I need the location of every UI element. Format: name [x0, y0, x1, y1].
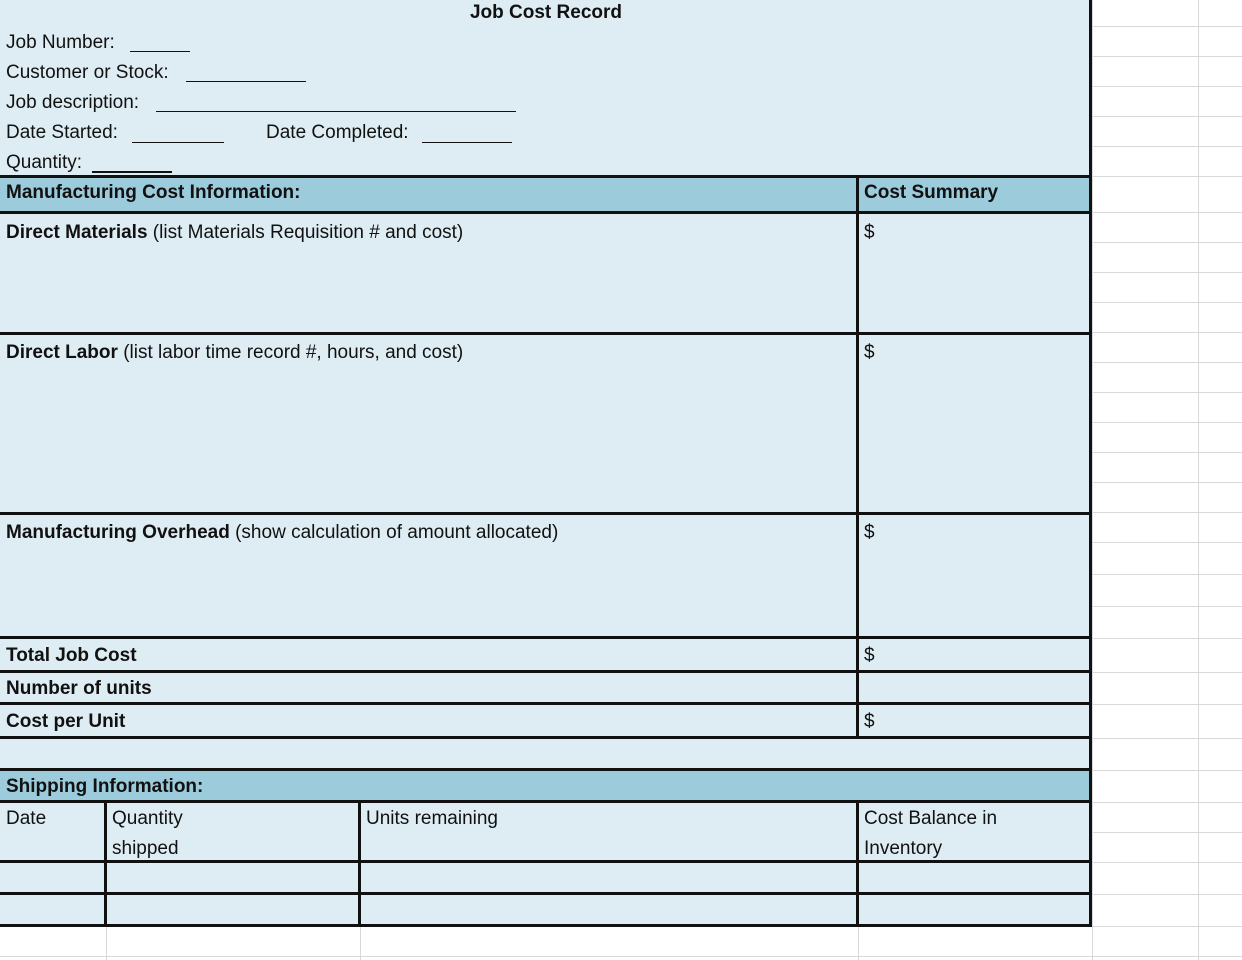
- overhead-amount-cell[interactable]: [859, 515, 1089, 636]
- job-number-blank[interactable]: [130, 51, 190, 52]
- quantity-blank[interactable]: [92, 171, 172, 173]
- direct-labor-cell[interactable]: [0, 335, 856, 512]
- shipping-col-units-remaining: Units remaining: [366, 808, 498, 829]
- cost-per-unit-dollar: $: [864, 711, 875, 732]
- direct-labor-label: Direct Labor (list labor time record #, hours, and cost): [6, 342, 464, 363]
- form-right-border: [1089, 0, 1092, 927]
- job-description-label: Job description:: [6, 92, 140, 113]
- customer-blank[interactable]: [186, 81, 306, 82]
- date-completed-blank[interactable]: [422, 142, 512, 143]
- total-job-cost-cell[interactable]: [859, 639, 1089, 670]
- total-job-cost-dollar: $: [864, 645, 875, 666]
- overhead-cell[interactable]: [0, 515, 856, 636]
- manufacturing-section-label: Manufacturing Cost Information:: [6, 182, 301, 203]
- cost-per-unit-label: Cost per Unit: [6, 711, 126, 732]
- cost-summary-label: Cost Summary: [864, 182, 999, 203]
- shipping-col-date: Date: [6, 808, 47, 829]
- job-description-blank[interactable]: [156, 111, 516, 112]
- direct-materials-amount-cell[interactable]: [859, 214, 1089, 332]
- shipping-col-cost-balance-1: Cost Balance in: [864, 808, 998, 829]
- number-of-units-label: Number of units: [6, 678, 152, 699]
- overhead-dollar: $: [864, 522, 875, 543]
- shipping-col-quantity-2: shipped: [112, 838, 179, 859]
- date-started-label: Date Started:: [6, 122, 118, 143]
- direct-materials-cell[interactable]: [0, 214, 856, 332]
- customer-label: Customer or Stock:: [6, 62, 169, 83]
- form-title: Job Cost Record: [469, 2, 623, 23]
- direct-materials-dollar: $: [864, 222, 875, 243]
- direct-materials-label: Direct Materials (list Materials Requisition # and cost): [6, 222, 464, 243]
- direct-labor-amount-cell[interactable]: [859, 335, 1089, 512]
- date-started-blank[interactable]: [132, 142, 224, 143]
- shipping-col-quantity-1: Quantity: [112, 808, 183, 829]
- quantity-label: Quantity:: [6, 152, 83, 173]
- shipping-col-cost-balance-2: Inventory: [864, 838, 943, 859]
- shipping-row-2[interactable]: [0, 895, 1089, 924]
- shipping-row-1[interactable]: [0, 863, 1089, 892]
- date-completed-label: Date Completed:: [266, 122, 409, 143]
- number-of-units-cell[interactable]: [859, 673, 1089, 702]
- total-job-cost-label: Total Job Cost: [6, 645, 137, 666]
- overhead-label: Manufacturing Overhead (show calculation of amount allocated): [6, 522, 559, 543]
- cost-per-unit-cell[interactable]: [859, 705, 1089, 736]
- direct-labor-dollar: $: [864, 342, 875, 363]
- shipping-section-label: Shipping Information:: [6, 776, 204, 797]
- job-number-label: Job Number:: [6, 32, 115, 53]
